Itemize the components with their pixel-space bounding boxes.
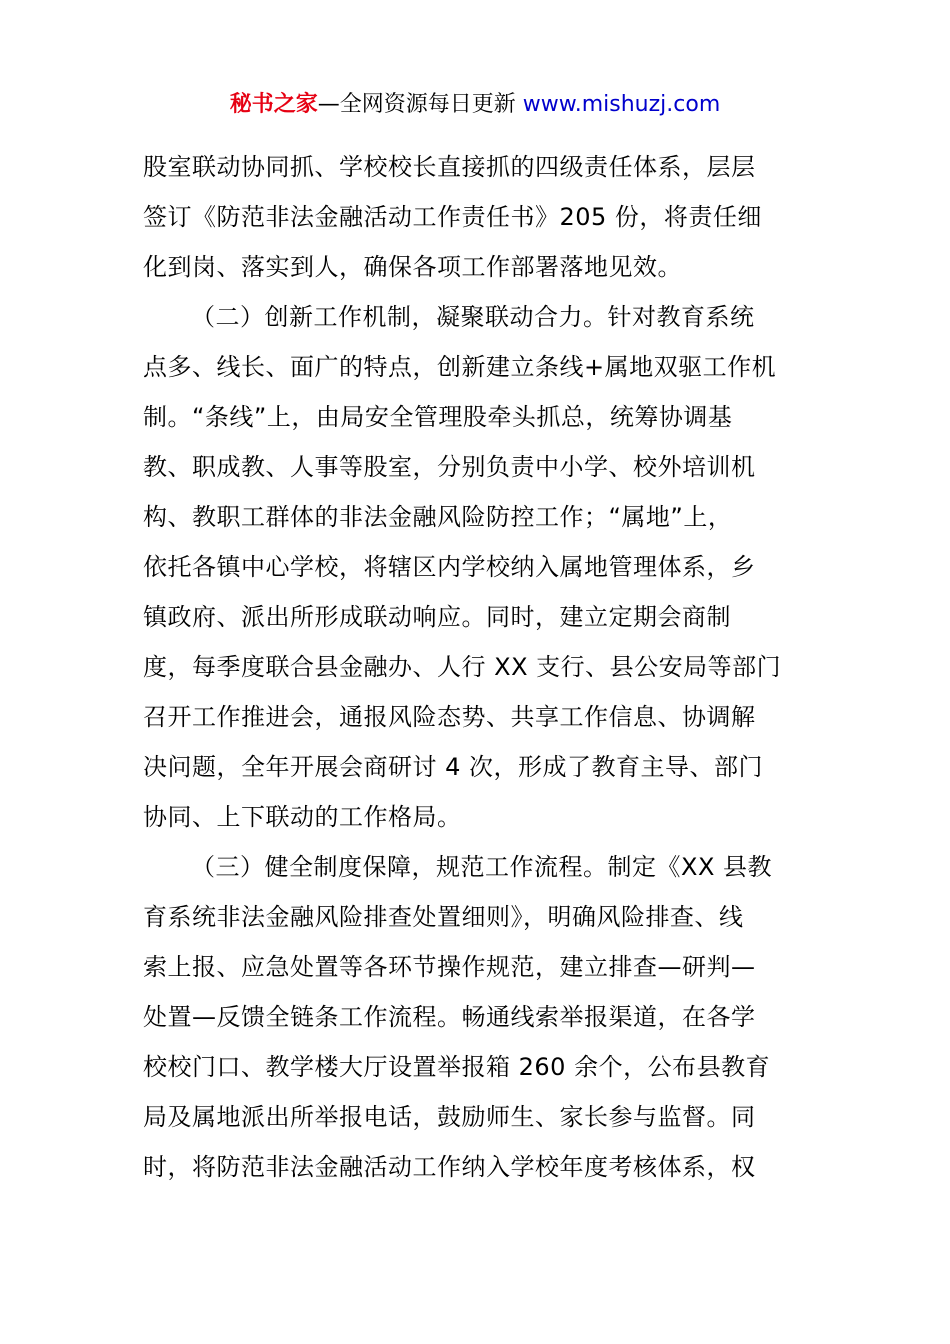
section-2-heading-line: （二）创新工作机制，凝聚联动合力。针对教育系统 bbox=[191, 303, 755, 331]
text-line-7: 教、职成教、人事等股室，分别负责中小学、校外培训机 bbox=[143, 453, 756, 481]
text-line-5: 点多、线长、面广的特点，创新建立条线+属地双驱工作机 bbox=[143, 353, 777, 381]
text-line-18: 处置—反馈全链条工作流程。畅通线索举报渠道，在各学 bbox=[143, 1003, 756, 1031]
text-line-2: 签订《防范非法金融活动工作责任书》205 份，将责任细 bbox=[143, 203, 762, 231]
text-line-9: 依托各镇中心学校，将辖区内学校纳入属地管理体系，乡 bbox=[143, 553, 756, 581]
section-3-heading-line: （三）健全制度保障，规范工作流程。制定《XX 县教 bbox=[191, 853, 773, 881]
text-line-20: 局及属地派出所举报电话，鼓励师生、家长参与监督。同 bbox=[143, 1103, 756, 1131]
page-header bbox=[0, 88, 950, 122]
text-line-14: 协同、上下联动的工作格局。 bbox=[143, 803, 462, 831]
site-url-link[interactable]: www.mishuzj.com bbox=[522, 92, 721, 117]
text-line-6: 制。“条线”上，由局安全管理股牵头抓总，统筹协调基 bbox=[143, 403, 733, 431]
text-line-11: 度，每季度联合县金融办、人行 XX 支行、县公安局等部门 bbox=[143, 653, 782, 681]
text-line-1: 股室联动协同抓、学校校长直接抓的四级责任体系，层层 bbox=[143, 153, 756, 181]
brand-name: 秘书之家 bbox=[229, 92, 318, 117]
text-line-13: 决问题，全年开展会商研讨 4 次，形成了教育主导、部门 bbox=[143, 753, 764, 781]
text-line-8: 构、教职工群体的非法金融风险防控工作；“属地”上， bbox=[143, 503, 733, 531]
text-line-16: 育系统非法金融风险排查处置细则》，明确风险排查、线 bbox=[143, 903, 744, 931]
text-line-3: 化到岗、落实到人，确保各项工作部署落地见效。 bbox=[143, 253, 682, 281]
header-tagline: —全网资源每日更新 bbox=[317, 92, 523, 117]
text-line-19: 校校门口、教学楼大厅设置举报箱 260 余个，公布县教育 bbox=[143, 1053, 771, 1081]
text-line-21: 时，将防范非法金融活动工作纳入学校年度考核体系，权 bbox=[143, 1153, 756, 1181]
text-line-10: 镇政府、派出所形成联动响应。同时，建立定期会商制 bbox=[143, 603, 731, 631]
text-line-12: 召开工作推进会，通报风险态势、共享工作信息、协调解 bbox=[143, 703, 756, 731]
text-line-17: 索上报、应急处置等各环节操作规范，建立排查—研判— bbox=[143, 953, 756, 981]
